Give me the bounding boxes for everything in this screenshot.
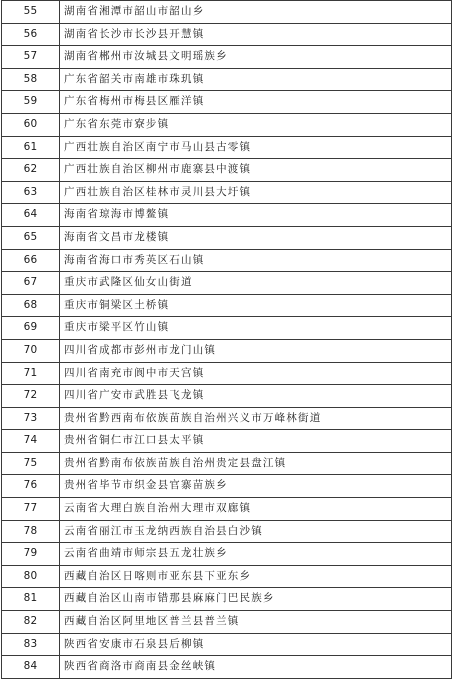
row-number: 82 [2,611,60,634]
row-number: 76 [2,475,60,498]
row-number: 75 [2,452,60,475]
table-row [2,362,452,385]
town-name: 云南省大理白族自治州大理市双廊镇 [60,498,452,521]
row-number: 57 [2,46,60,69]
table-row [2,611,452,634]
town-name: 贵州省铜仁市江口县太平镇 [60,430,452,453]
town-name: 广西壮族自治区南宁市马山县古零镇 [60,136,452,159]
town-name: 重庆市梁平区竹山镇 [60,317,452,340]
row-number: 59 [2,91,60,114]
table-row [2,498,452,521]
town-name: 广东省韶关市南雄市珠玑镇 [60,68,452,91]
row-number: 58 [2,68,60,91]
table-row [2,633,452,656]
table-row [2,452,452,475]
row-number: 81 [2,588,60,611]
table-row [2,339,452,362]
table-row [2,543,452,566]
town-name: 四川省南充市阆中市天宫镇 [60,362,452,385]
row-number: 62 [2,159,60,182]
row-number: 80 [2,565,60,588]
table-row [2,249,452,272]
town-name: 湖南省郴州市汝城县文明瑶族乡 [60,46,452,69]
row-number: 56 [2,23,60,46]
table-row [2,1,452,24]
table-row [2,565,452,588]
town-name: 贵州省黔南布依族苗族自治州贵定县盘江镇 [60,452,452,475]
row-number: 77 [2,498,60,521]
table-row [2,588,452,611]
table-row [2,317,452,340]
table-row [2,294,452,317]
town-name: 云南省丽江市玉龙纳西族自治县白沙镇 [60,520,452,543]
town-name: 云南省曲靖市师宗县五龙壮族乡 [60,543,452,566]
table-row [2,430,452,453]
table-row [2,23,452,46]
table-row [2,656,452,679]
table-body [2,1,452,679]
town-name: 四川省成都市彭州市龙门山镇 [60,339,452,362]
town-name: 陕西省安康市石泉县后柳镇 [60,633,452,656]
row-number: 84 [2,656,60,679]
town-name: 湖南省长沙市长沙县开慧镇 [60,23,452,46]
table-row [2,46,452,69]
table-row [2,136,452,159]
table-row [2,181,452,204]
table-row [2,520,452,543]
town-name: 海南省琼海市博鳌镇 [60,204,452,227]
table-row [2,113,452,136]
row-number: 63 [2,181,60,204]
row-number: 65 [2,226,60,249]
town-name: 重庆市铜梁区土桥镇 [60,294,452,317]
table-row [2,226,452,249]
row-number: 60 [2,113,60,136]
town-name: 四川省广安市武胜县飞龙镇 [60,385,452,408]
row-number: 79 [2,543,60,566]
town-name: 广西壮族自治区柳州市鹿寨县中渡镇 [60,159,452,182]
table-row [2,475,452,498]
row-number: 66 [2,249,60,272]
town-name: 贵州省黔西南布依族苗族自治州兴义市万峰林街道 [60,407,452,430]
row-number: 72 [2,385,60,408]
table-row [2,204,452,227]
table-row [2,385,452,408]
town-name: 贵州省毕节市织金县官寨苗族乡 [60,475,452,498]
row-number: 61 [2,136,60,159]
table-row [2,68,452,91]
row-number: 68 [2,294,60,317]
row-number: 83 [2,633,60,656]
town-name: 广东省东莞市寮步镇 [60,113,452,136]
town-name: 广西壮族自治区桂林市灵川县大圩镇 [60,181,452,204]
town-name: 广东省梅州市梅县区雁洋镇 [60,91,452,114]
town-name: 西藏自治区阿里地区普兰县普兰镇 [60,611,452,634]
table-row [2,91,452,114]
town-name: 西藏自治区山南市错那县麻麻门巴民族乡 [60,588,452,611]
row-number: 70 [2,339,60,362]
row-number: 78 [2,520,60,543]
row-number: 71 [2,362,60,385]
row-number: 67 [2,272,60,295]
town-list-table [1,0,452,679]
row-number: 64 [2,204,60,227]
town-name: 海南省海口市秀英区石山镇 [60,249,452,272]
row-number: 74 [2,430,60,453]
town-name: 西藏自治区日喀则市亚东县下亚东乡 [60,565,452,588]
town-name: 陕西省商洛市商南县金丝峡镇 [60,656,452,679]
town-name: 湖南省湘潭市韶山市韶山乡 [60,1,452,24]
table-row [2,272,452,295]
town-name: 重庆市武隆区仙女山街道 [60,272,452,295]
town-name: 海南省文昌市龙楼镇 [60,226,452,249]
table-row [2,159,452,182]
table-row [2,407,452,430]
row-number: 55 [2,1,60,24]
row-number: 73 [2,407,60,430]
row-number: 69 [2,317,60,340]
